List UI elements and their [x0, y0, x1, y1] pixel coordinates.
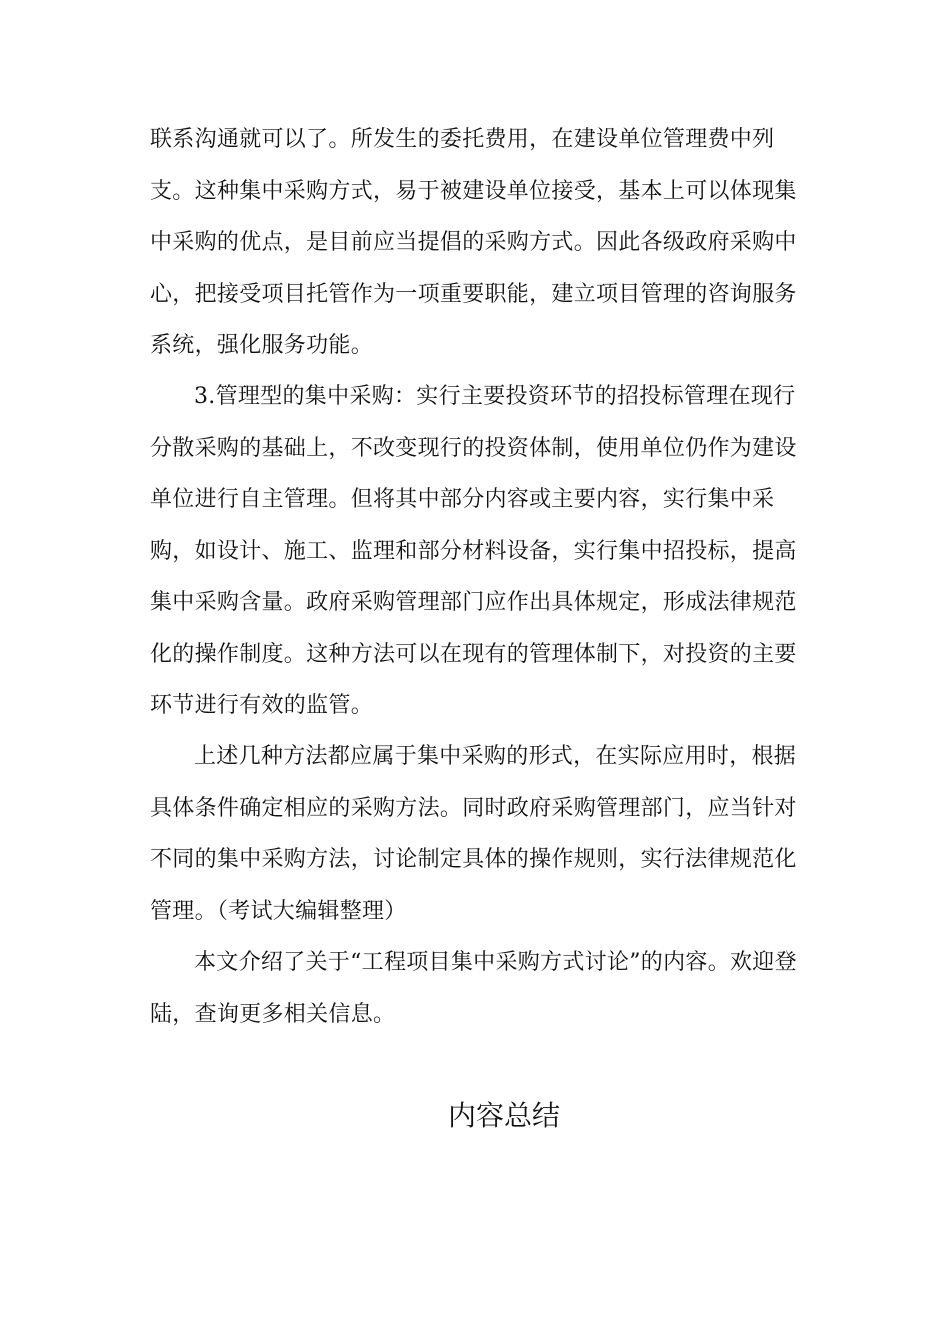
paragraph-line: 单位进行自主管理。但将其中部分内容或主要内容，实行集中采 [150, 487, 775, 512]
paragraph-line: 本文介绍了关于“工程项目集中采购方式讨论”的内容。欢迎登 [194, 950, 797, 975]
paragraph-line: 环节进行有效的监管。 [150, 693, 374, 718]
paragraph-line: 支。这种集中采购方式，易于被建设单位接受，基本上可以体现集 [150, 178, 797, 204]
summary-heading: 内容总结 [447, 1099, 560, 1132]
paragraph-line: 3.管理型的集中采购：实行主要投资环节的招投标管理在现行 [194, 384, 796, 409]
paragraph-1 [150, 114, 820, 372]
paragraph-line: 联系沟通就可以了。所发生的委托费用，在建设单位管理费中列 [150, 127, 775, 152]
paragraph-line: 陆，查询更多相关信息。 [150, 1001, 396, 1027]
paragraph-line: 上述几种方法都应属于集中采购的形式，在实际应用时，根据 [194, 744, 797, 769]
paragraph-line: 不同的集中采购方法，讨论制定具体的操作规则，实行法律规范化 [150, 847, 797, 872]
paragraph-line: 系统，强化服务功能。 [150, 333, 374, 358]
paragraph-line: 分散采购的基础上，不改变现行的投资体制，使用单位仍作为建设 [150, 435, 797, 461]
paragraph-2 [150, 371, 820, 732]
paragraph-line: 具体条件确定相应的采购方法。同时政府采购管理部门，应当针对 [150, 795, 797, 821]
paragraph-line: 集中采购含量。政府采购管理部门应作出具体规定，形成法律规范 [150, 590, 797, 615]
paragraph-line: 购，如设计、施工、监理和部分材料设备，实行集中招投标，提高 [150, 538, 797, 564]
paragraph-line: 化的操作制度。这种方法可以在现有的管理体制下，对投资的主要 [150, 641, 797, 667]
paragraph-line: 心，把接受项目托管作为一项重要职能，建立项目管理的咨询服务 [150, 281, 797, 307]
paragraph-line: 管理。（考试大编辑整理） [150, 898, 407, 924]
paragraph-4 [150, 937, 820, 1040]
paragraph-line: 中采购的优点，是目前应当提倡的采购方式。因此各级政府采购中 [150, 230, 797, 255]
paragraph-3 [150, 731, 820, 937]
